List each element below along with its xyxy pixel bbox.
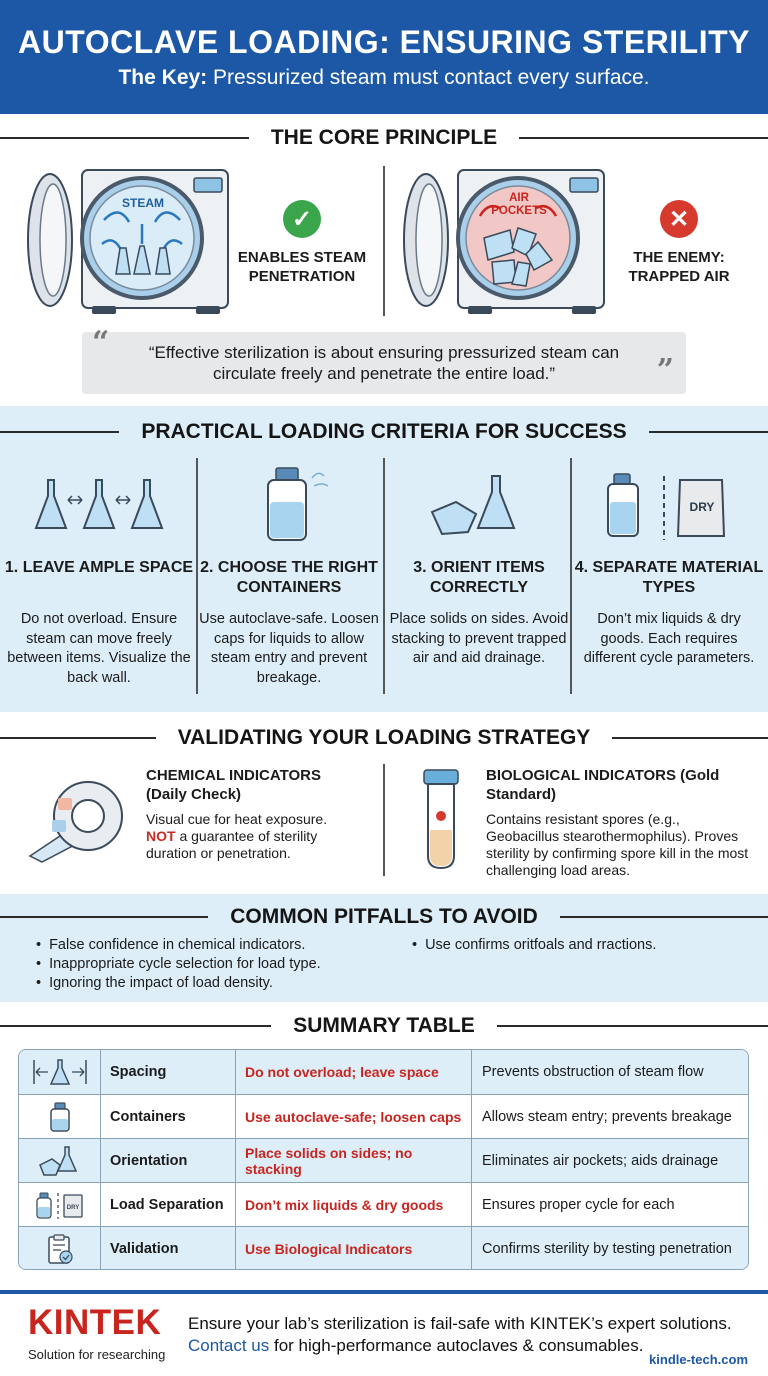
left-verdict	[236, 200, 368, 286]
core-divider	[383, 166, 385, 316]
table-cell-action: Don’t mix liquids & dry goods	[236, 1183, 472, 1227]
criteria-text: Do not overload. Ensure steam can move freely between items. Visualize the back wall.	[7, 611, 191, 686]
open-quote-icon: “	[92, 325, 110, 360]
summary-section-title: SUMMARY TABLE	[293, 1014, 475, 1037]
list-item: • Inappropriate cycle selection for load type.	[36, 955, 321, 974]
footer-line-2-rest: for high-performance autoclaves & consumables.	[274, 1336, 644, 1355]
validation-icon	[19, 1227, 101, 1270]
table-cell-action: Use Biological Indicators	[236, 1227, 472, 1270]
list-item: • Ignoring the impact of load density.	[36, 974, 321, 993]
spaced-flasks-icon	[34, 474, 170, 536]
chem-title: CHEMICAL INDICATORS (Daily Check)	[146, 767, 322, 803]
footer-divider	[0, 1290, 768, 1294]
criteria-text: Don’t mix liquids & dry goods. Each requires different cycle parameters.	[583, 611, 755, 666]
pitfalls-list-left	[36, 936, 321, 993]
criteria-item-space	[4, 458, 194, 698]
table-cell-result: Eliminates air pockets; aids drainage	[482, 1153, 719, 1169]
chem-text	[146, 811, 356, 862]
chem-text-2: a guarantee of sterility duration or penetration.	[146, 828, 318, 861]
separation-icon	[19, 1183, 101, 1227]
summary-table	[18, 1049, 749, 1270]
quote-text: “Effective sterilization is about ensuring pressurized steam can circulate freely and penetrate the entire load.”	[148, 343, 620, 383]
table-row	[19, 1094, 748, 1138]
page-subtitle	[0, 66, 768, 90]
table-cell-result: Ensures proper cycle for each	[482, 1197, 675, 1213]
header-banner	[0, 0, 768, 114]
criteria-section-title: PRACTICAL LOADING CRITERIA FOR SUCCESS	[141, 420, 627, 443]
contact-link[interactable]: Contact us	[188, 1336, 270, 1355]
x-icon: ✕	[660, 200, 698, 238]
page-title: AUTOCLAVE LOADING: ENSURING STERILITY	[18, 24, 750, 60]
list-item: • Use confirms oritfoals and rractions.	[412, 936, 656, 955]
criteria-title-row	[0, 420, 768, 444]
autoclave-air-pockets-illustration	[400, 164, 608, 316]
bio-title: BIOLOGICAL INDICATORS (Gold Standard)	[486, 767, 720, 803]
air-pockets-label: AIR POCKETS	[491, 192, 547, 217]
chem-text-1: Visual cue for heat exposure.	[146, 811, 328, 827]
dry-label: DRY	[689, 500, 715, 514]
subtitle-text: Pressurized steam must contact every surface.	[213, 66, 650, 89]
kintek-logo[interactable]: KINTEK	[28, 1303, 162, 1342]
pitfalls-title-row	[0, 905, 768, 929]
footer-line-1: Ensure your lab’s sterilization is fail-safe with KINTEK’s expert solutions.	[188, 1314, 732, 1333]
principle-quote	[82, 325, 686, 394]
chem-not: NOT	[146, 828, 176, 844]
bottle-icon	[264, 464, 334, 544]
bio-text: Contains resistant spores (e.g., Geobacillus stearothermophilus). Proves sterility by confirming spore kill in the most challenging load areas.	[486, 811, 749, 878]
indicator-tape-icon	[22, 774, 126, 864]
table-cell-category: Containers	[101, 1095, 236, 1139]
table-cell-category: Orientation	[101, 1139, 236, 1183]
criteria-title: 2. CHOOSE THE RIGHT CONTAINERS	[200, 559, 378, 596]
table-row	[19, 1226, 748, 1270]
close-quote-icon: ”	[656, 353, 674, 388]
table-cell-category: Validation	[101, 1227, 236, 1270]
table-row	[19, 1138, 748, 1182]
table-cell-action: Use autoclave-safe; loosen caps	[236, 1095, 472, 1139]
criteria-item-separate	[574, 458, 764, 698]
criteria-title: 1. LEAVE AMPLE SPACE	[4, 559, 194, 576]
table-cell-result: Confirms sterility by testing penetration	[482, 1241, 732, 1257]
left-verdict-text: ENABLES STEAM PENETRATION	[237, 249, 367, 285]
criteria-item-orient	[384, 458, 574, 698]
subtitle-key: The Key:	[118, 66, 208, 89]
orientation-icon	[19, 1139, 101, 1183]
validating-divider	[383, 764, 385, 876]
check-icon: ✓	[283, 200, 321, 238]
tilted-flasks-icon	[428, 472, 532, 540]
container-icon	[19, 1095, 101, 1139]
website-link[interactable]: kindle-tech.com	[649, 1352, 748, 1367]
autoclave-steam-illustration	[24, 164, 232, 316]
biological-indicator-vial-icon	[420, 768, 464, 872]
criteria-item-containers	[194, 458, 384, 698]
right-verdict-text: THE ENEMY: TRAPPED AIR	[628, 249, 730, 285]
table-cell-result: Allows steam entry; prevents breakage	[482, 1109, 732, 1125]
table-cell-action: Place solids on sides; no stacking	[236, 1139, 472, 1183]
table-row	[19, 1182, 748, 1226]
footer-text	[188, 1313, 732, 1357]
table-cell-category: Load Separation	[101, 1183, 236, 1227]
table-cell-category: Spacing	[101, 1050, 236, 1094]
validating-section-title: VALIDATING YOUR LOADING STRATEGY	[177, 726, 591, 749]
table-cell-action: Do not overload; leave space	[236, 1050, 472, 1094]
logo-tagline: Solution for researching	[28, 1347, 166, 1362]
core-section-title: THE CORE PRINCIPLE	[270, 126, 498, 149]
list-item: • False confidence in chemical indicators.	[36, 936, 321, 955]
right-verdict	[612, 200, 746, 286]
table-row	[19, 1050, 748, 1094]
criteria-title: 4. SEPARATE MATERIAL TYPES	[574, 559, 764, 596]
pitfalls-list-right	[412, 936, 656, 955]
svg-text:DRY: DRY	[66, 1205, 79, 1211]
validating-title-row	[0, 726, 768, 750]
pitfalls-section-title: COMMON PITFALLS TO AVOID	[230, 905, 538, 928]
criteria-title: 3. ORIENT ITEMS CORRECTLY	[413, 559, 545, 596]
spacing-icon	[19, 1050, 101, 1094]
criteria-text: Use autoclave-safe. Loosen caps for liquids to allow steam entry and prevent breakage.	[199, 611, 379, 686]
steam-label: STEAM	[122, 196, 164, 210]
summary-title-row	[0, 1014, 768, 1038]
core-title-row	[0, 126, 768, 150]
criteria-text: Place solids on sides. Avoid stacking to prevent trapped air and aid drainage.	[389, 611, 569, 666]
table-cell-result: Prevents obstruction of steam flow	[482, 1064, 704, 1080]
